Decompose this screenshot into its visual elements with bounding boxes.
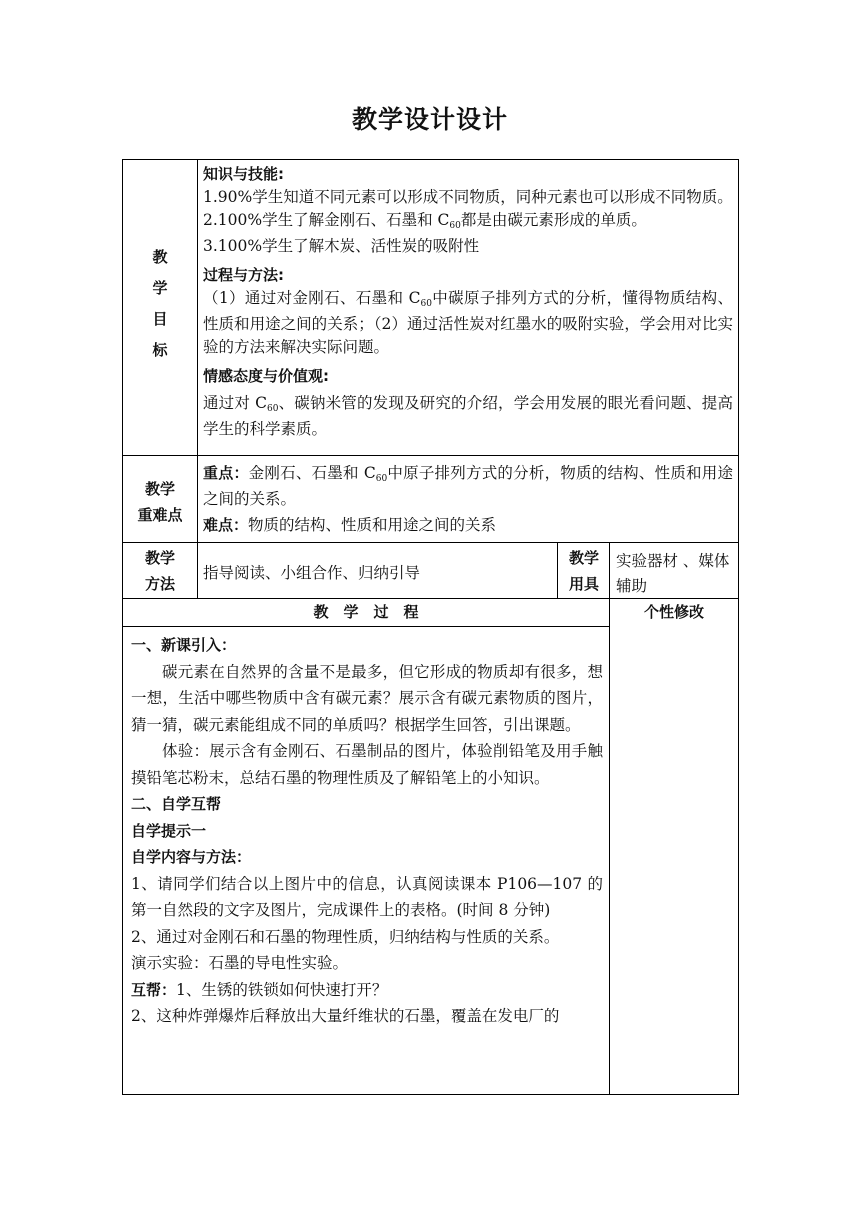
list-item: 1、请同学们结合以上图片中的信息，认真阅读课本 P106—107 的第一自然段的文字及图片，完成课件上的表格。(时间 8 分钟) [131,874,603,919]
row-divider [123,455,738,456]
key-points-label: 教学 重难点 [137,480,183,524]
section-heading: 二、自学互帮 [131,795,222,813]
methods-label: 教学 方法 [144,549,175,593]
row-divider [123,626,609,627]
emotion-item: 通过对 $C_{60}$、碳钠米管的发现及研究的介绍，学会用发展的眼光看问题、提高学生的科学素质。 [203,394,733,438]
process-content [131,632,603,1030]
col-divider [609,542,610,1094]
page-title: 教学设计设计 [351,105,508,134]
sub-heading: 自学内容与方法： [131,848,252,866]
list-item: 2、这种炸弹爆炸后释放出大量纤维状的石墨，覆盖在发电厂的 [131,1007,560,1025]
paragraph: 体验：展示含有金刚石、石墨制品的图片，体验削铅笔及用手触摸铅笔芯粉末，总结石墨的物理性质及了解铅笔上的小知识。 [131,742,603,787]
methods-text: 指导阅读、小组合作、归纳引导 [203,564,421,582]
lesson-plan-table [122,159,739,1095]
knowledge-item: 1.90%学生知道不同元素可以形成不同物质，同种元素也可以形成不同物质。 [203,188,733,206]
list-item: 2、通过对金刚石和石墨的物理性质，归纳结构与性质的关系。 [131,927,560,946]
list-item: 互帮：1、生锈的铁锁如何快速打开？ [131,980,388,999]
difficulty: 难点：物质的结构、性质和用途之间的关系 [203,516,497,534]
process-header: 教 学 过 程 [313,603,419,621]
sub-heading: 自学提示一 [131,821,207,840]
knowledge-heading: 知识与技能: [203,165,284,183]
col-divider [197,160,198,598]
process-heading: 过程与方法: [203,266,284,284]
paragraph: 碳元素在自然界的含量不是最多，但它形成的物质却有很多，想一想，生活中哪些物质中含有碳元素？展示含有碳元素物质的图片，猜一猜，碳元素能组成不同的单质吗？根据学生回答，引出课题。 [131,662,603,734]
key-points-content [203,462,733,537]
objectives-label: 教 学 目 标 [152,248,168,359]
tools-text: 实验器材 、媒体辅助 [616,552,730,595]
key-point: 重点：金刚石、石墨和 $C_{60}$中原子排列方式的分析，物质的结构、性质和用途之间的关系。 [203,464,733,508]
section-heading: 一、新课引入： [131,636,237,654]
knowledge-item: 2.100%学生了解金刚石、石墨和 $C_{60}$都是由碳元素形成的单质。 [203,211,647,231]
row-divider [123,542,738,543]
modification-header: 个性修改 [643,603,704,621]
paragraph: 演示实验：石墨的导电性实验。 [131,954,349,972]
knowledge-item: 3.100%学生了解木炭、活性炭的吸附性 [203,237,480,255]
tools-label: 教学 用具 [568,549,599,593]
objectives-content [203,163,733,441]
emotion-heading: 情感态度与价值观: [203,367,329,385]
process-item: （1）通过对金刚石、石墨和 $C_{60}$中碳原子排列方式的分析，懂得物质结构、性质和用途之间的关系；（2）通过活性炭对红墨水的吸附实验，学会用对比实验的方法来解决实际问题。 [203,289,733,356]
